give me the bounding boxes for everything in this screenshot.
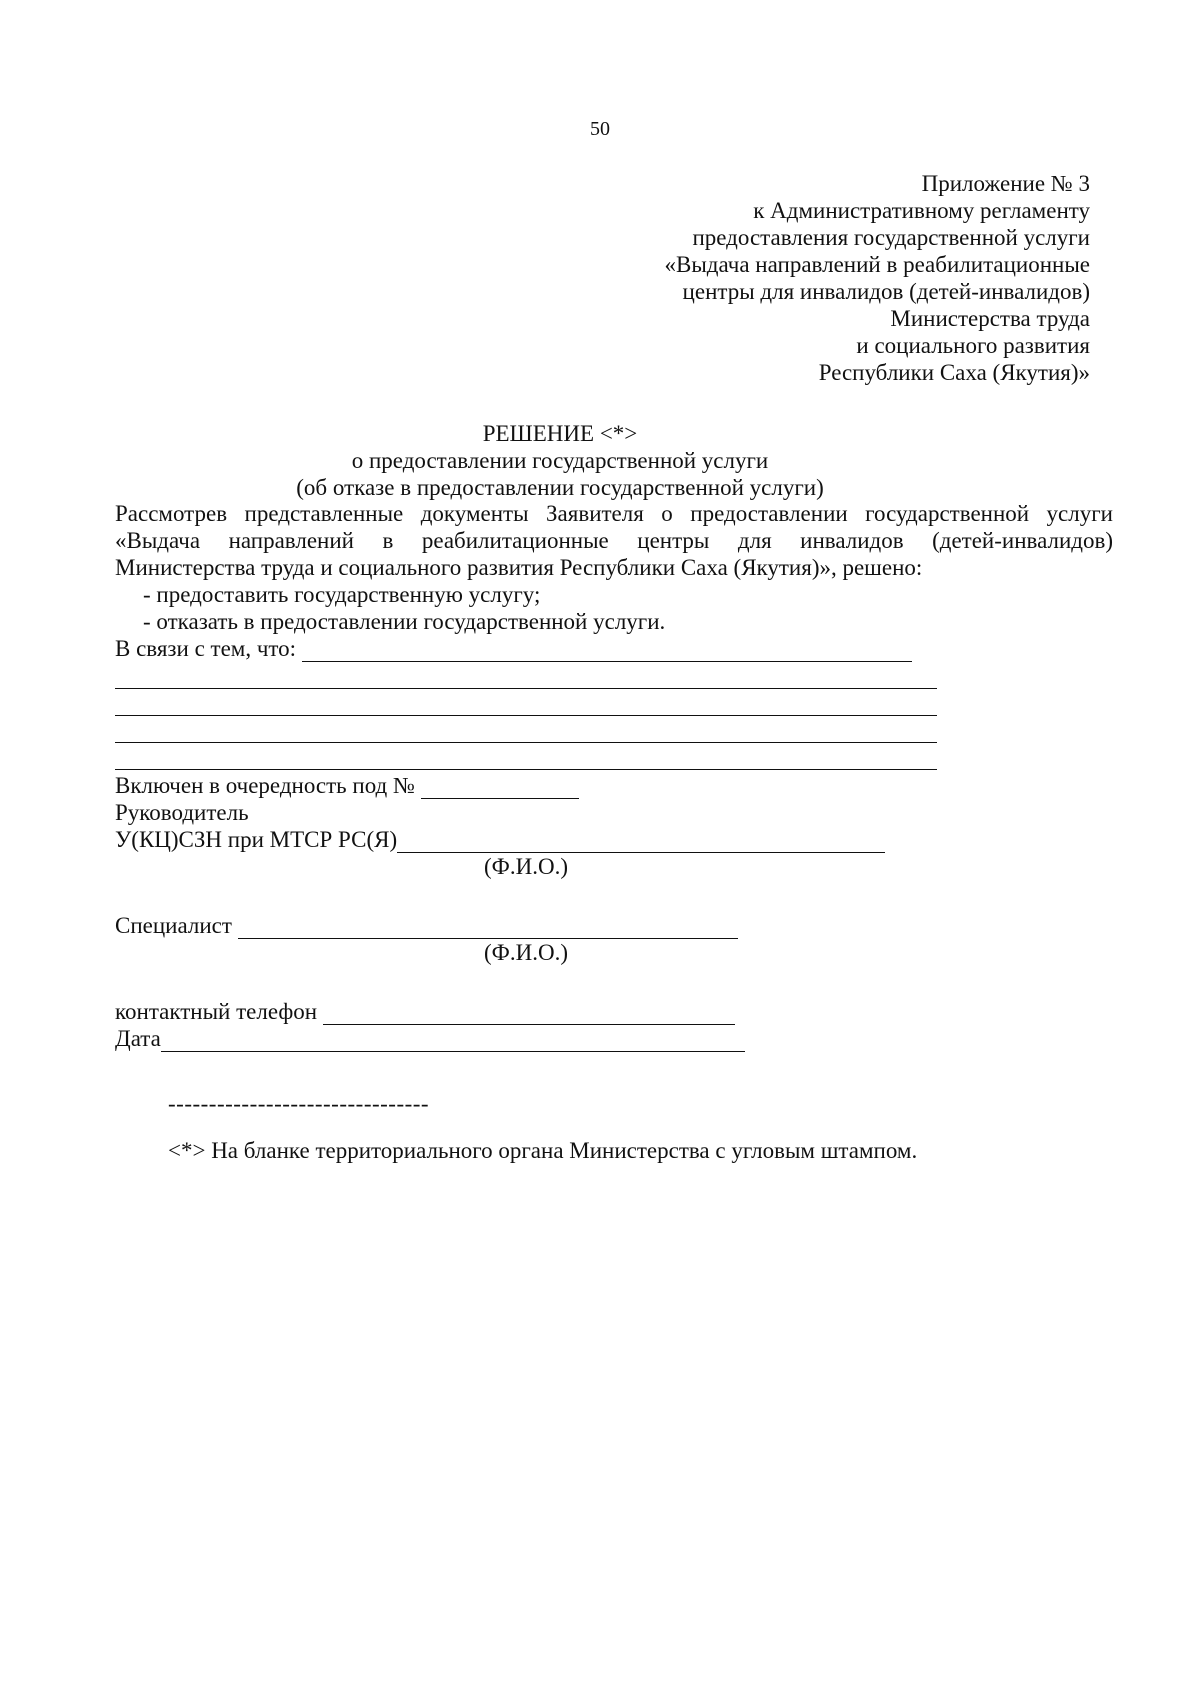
reason-blank-line[interactable] <box>115 689 937 716</box>
decision-subtitle-grant: о предоставлении государственной услуги <box>351 448 769 473</box>
appendix-line: «Выдача направлений в реабилитационные <box>664 252 1090 277</box>
head-label: Руководитель <box>115 800 249 825</box>
option-grant: - предоставить государственную услугу; <box>143 582 541 607</box>
decision-subtitle-refuse: (об отказе в предоставлении государственной услуги) <box>296 475 824 500</box>
specialist-fio-caption: (Ф.И.О.) <box>484 940 568 965</box>
specialist-label: Специалист <box>115 913 238 938</box>
page-number: 50 <box>590 118 610 140</box>
phone-label: контактный телефон <box>115 999 323 1024</box>
appendix-line: и социального развития <box>856 333 1090 358</box>
specialist-name-field[interactable] <box>238 916 738 939</box>
paragraph-line: Рассмотрев представленные документы Заявителя о предоставлении государственной услуги <box>115 501 1113 526</box>
appendix-line: центры для инвалидов (детей-инвалидов) <box>682 279 1090 304</box>
date-label: Дата <box>115 1026 161 1051</box>
reason-row <box>115 635 1113 662</box>
specialist-row <box>115 912 1113 939</box>
decision-heading <box>0 420 1120 501</box>
reason-field[interactable] <box>302 639 912 662</box>
appendix-line: Министерства труда <box>890 306 1090 331</box>
head-org-label: У(КЦ)СЗН при МТСР РС(Я) <box>115 827 398 852</box>
reason-blank-line[interactable] <box>115 662 937 689</box>
appendix-line: Республики Саха (Якутия)» <box>818 360 1090 385</box>
phone-field[interactable] <box>323 1002 735 1025</box>
appendix-line: к Административному регламенту <box>753 198 1090 223</box>
paragraph-line: Министерства труда и социального развития Республики Саха (Якутия)», решено: <box>115 555 923 580</box>
date-row <box>115 1025 1113 1052</box>
head-name-field[interactable] <box>397 830 885 853</box>
appendix-line: Приложение № 3 <box>921 171 1090 196</box>
footnote-text: <*> На бланке территориального органа Министерства с угловым штампом. <box>168 1138 918 1163</box>
head-fio-caption: (Ф.И.О.) <box>484 854 568 879</box>
appendix-line: предоставления государственной услуги <box>692 225 1090 250</box>
queue-label: Включен в очередность под № <box>115 773 421 798</box>
queue-row <box>115 772 1113 799</box>
reason-label: В связи с тем, что: <box>115 636 302 661</box>
option-refuse: - отказать в предоставлении государственной услуги. <box>143 609 666 634</box>
decision-title: РЕШЕНИЕ <*> <box>482 421 638 446</box>
reason-blank-line[interactable] <box>115 716 937 743</box>
appendix-header <box>390 170 1090 386</box>
date-field[interactable] <box>161 1029 745 1052</box>
decision-body <box>115 500 1113 1052</box>
phone-row <box>115 998 1113 1025</box>
footnote-separator: -------------------------------- <box>168 1091 430 1116</box>
paragraph-line: «Выдача направлений в реабилитационные центры для инвалидов (детей-инвалидов) <box>115 528 1113 553</box>
head-row <box>115 826 1113 853</box>
queue-number-field[interactable] <box>421 776 579 799</box>
reason-blank-line[interactable] <box>115 743 937 770</box>
